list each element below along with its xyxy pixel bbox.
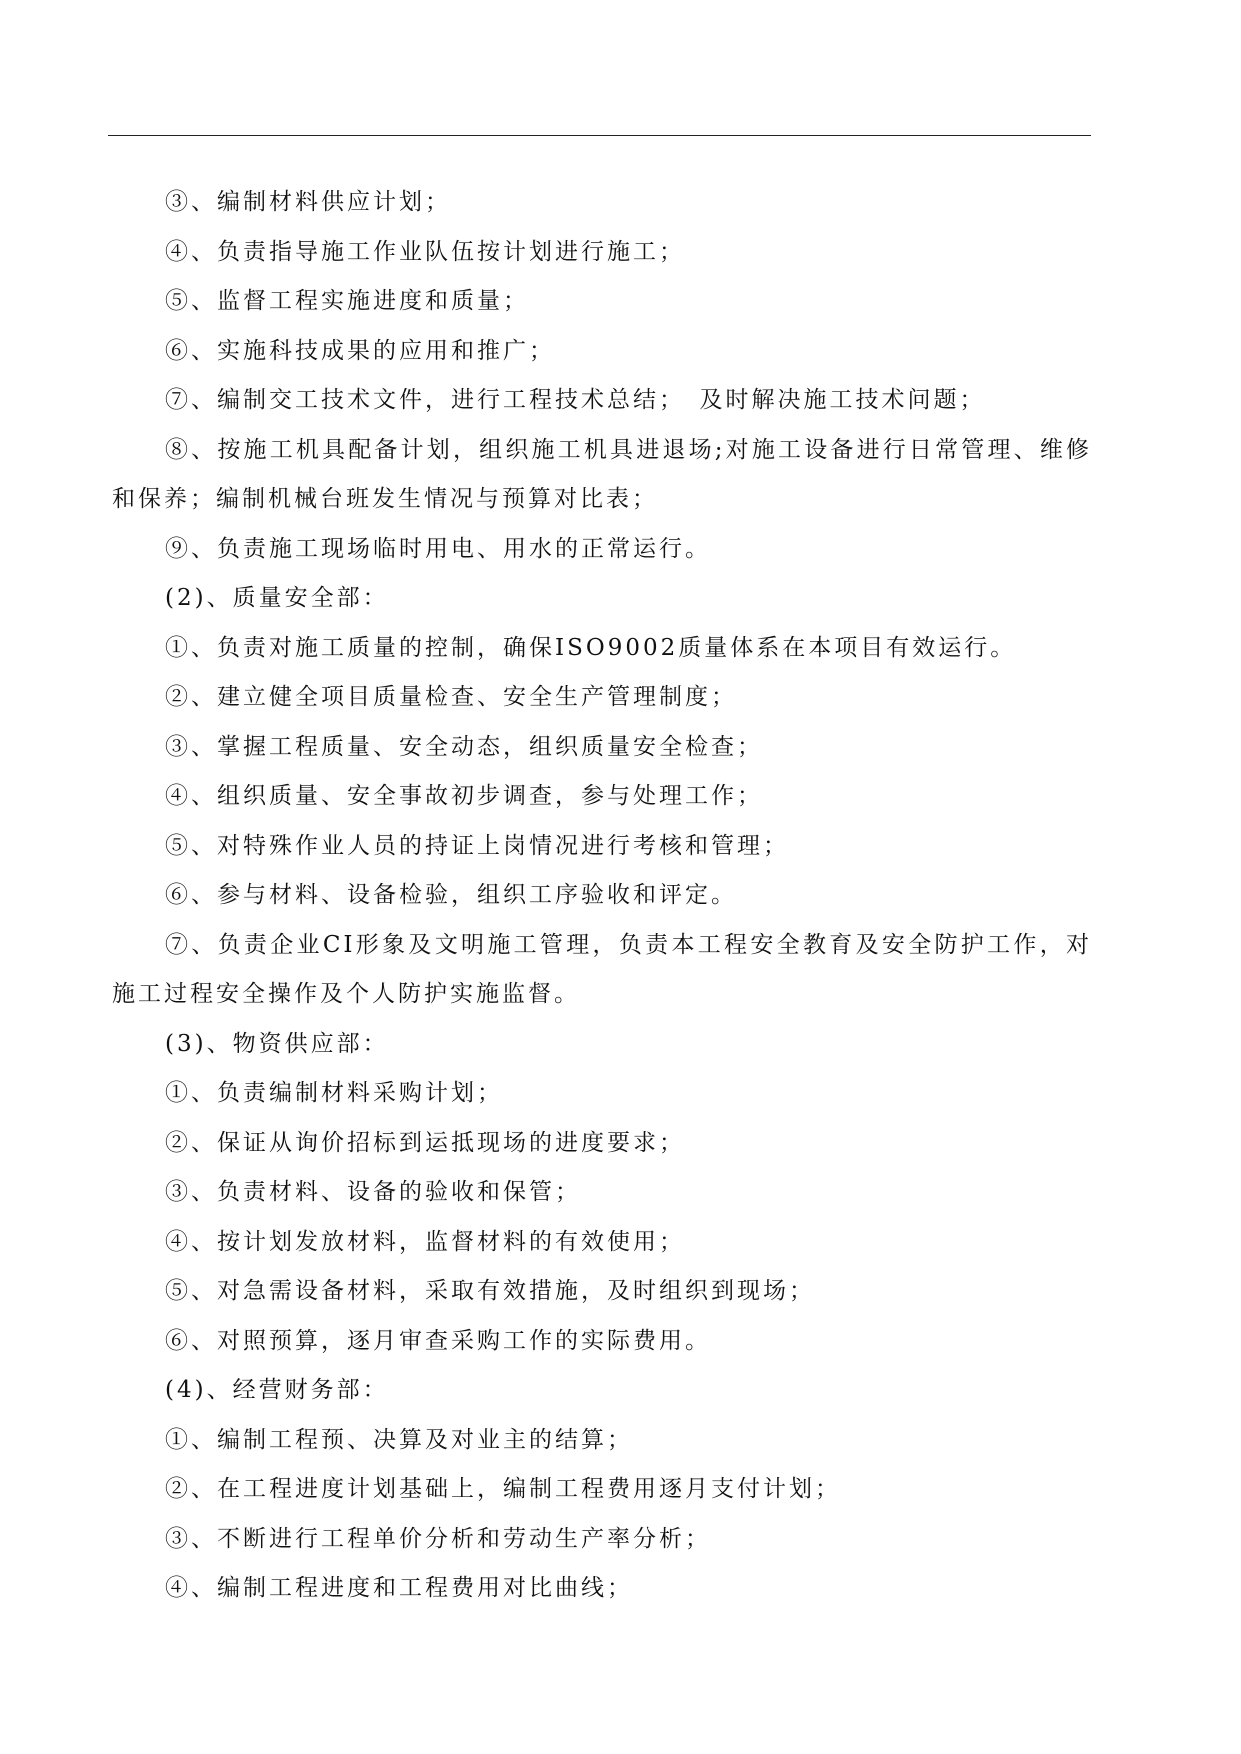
paragraph: ⑤、对特殊作业人员的持证上岗情况进行考核和管理； (165, 832, 789, 859)
paragraph: ①、负责编制材料采购计划； (165, 1080, 503, 1106)
document-body (112, 178, 1092, 1614)
paragraph: ②、在工程进度计划基础上，编制工程费用逐月支付计划； (165, 1476, 841, 1502)
header-rule (108, 135, 1091, 136)
paragraph: ⑤、对急需设备材料，采取有效措施，及时组织到现场； (165, 1278, 815, 1304)
paragraph: ④、组织质量、安全事故初步调查，参与处理工作； (165, 783, 763, 809)
paragraph: ②、保证从询价招标到运抵现场的进度要求； (165, 1129, 685, 1156)
paragraph: ⑥、参与材料、设备检验，组织工序验收和评定。 (165, 882, 737, 908)
paragraph: ⑥、对照预算，逐月审查采购工作的实际费用。 (165, 1327, 711, 1354)
paragraph: ④、编制工程进度和工程费用对比曲线； (165, 1575, 633, 1601)
paragraph: ④、负责指导施工作业队伍按计划进行施工； (165, 238, 685, 265)
paragraph: ①、负责对施工质量的控制，确保ISO9002质量体系在本项目有效运行。 (165, 634, 1017, 661)
paragraph: ⑤、监督工程实施进度和质量； (165, 288, 529, 314)
paragraph: ⑥、实施科技成果的应用和推广； (165, 337, 555, 364)
section-heading: (4)、经营财务部： (165, 1377, 389, 1403)
paragraph: ④、按计划发放材料，监督材料的有效使用； (165, 1228, 685, 1255)
section-heading: (3)、物资供应部： (165, 1030, 389, 1057)
paragraph: ③、编制材料供应计划； (165, 189, 451, 215)
paragraph: ①、编制工程预、决算及对业主的结算； (165, 1426, 633, 1453)
paragraph: ③、负责材料、设备的验收和保管； (165, 1179, 581, 1205)
paragraph: ⑦、负责企业CI形象及文明施工管理，负责本工程安全教育及安全防护工作，对施工过程安全操作及个人防护实施监督。 (112, 931, 1092, 1007)
paragraph: ②、建立健全项目质量检查、安全生产管理制度； (165, 684, 737, 710)
paragraph: ⑧、按施工机具配备计划，组织施工机具进退场;对施工设备进行日常管理、维修和保养；编制机械台班发生情况与预算对比表； (112, 436, 1092, 512)
paragraph: ⑨、负责施工现场临时用电、用水的正常运行。 (165, 535, 711, 562)
paragraph: ③、不断进行工程单价分析和劳动生产率分析； (165, 1525, 711, 1552)
paragraph: ⑦、编制交工技术文件，进行工程技术总结； 及时解决施工技术问题； (165, 387, 986, 413)
paragraph: ③、掌握工程质量、安全动态，组织质量安全检查； (165, 733, 763, 760)
section-heading: (2)、质量安全部： (165, 585, 389, 611)
